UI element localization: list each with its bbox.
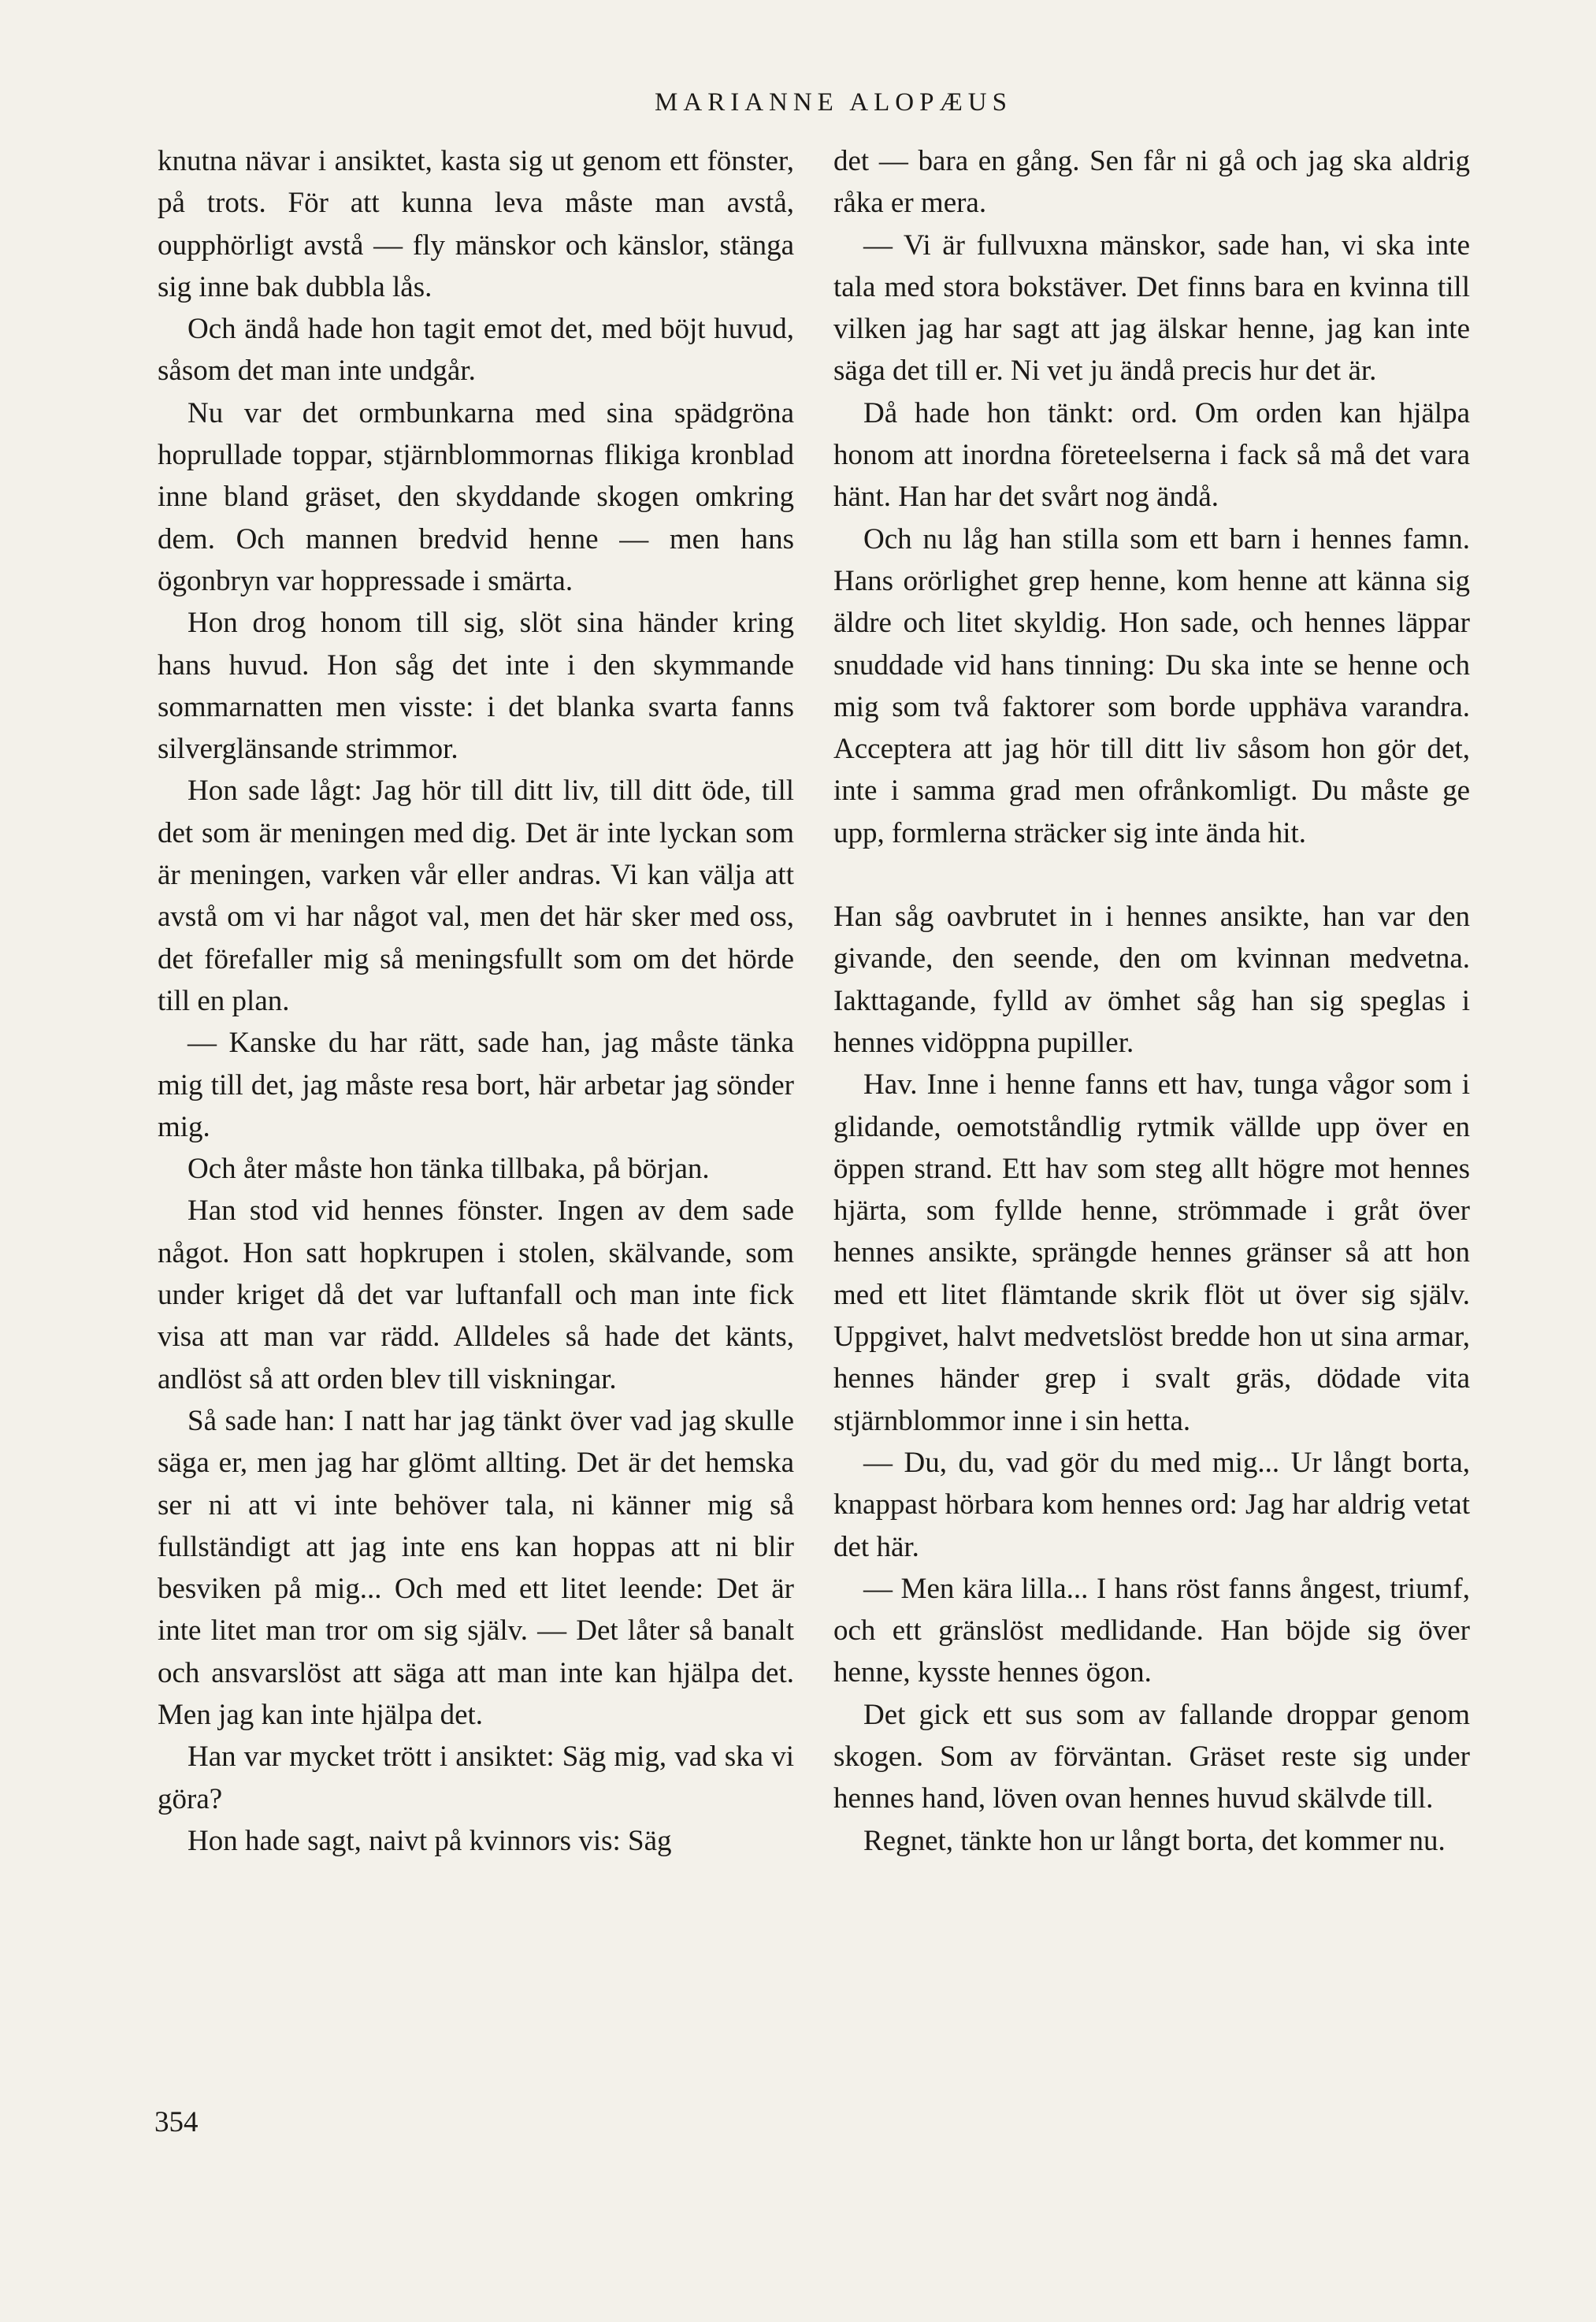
- paragraph: Det gick ett sus som av fallande droppar genom skogen. Som av förväntan. Gräset reste sig under hennes hand, löven ovan hennes huvud skälvde till.: [833, 1698, 1470, 1815]
- paragraph: Hav. Inne i henne fanns ett hav, tunga vågor som i glidande, oemotståndlig rytmik vällde upp över en öppen strand. Ett hav som steg allt högre mot hennes hjärta, som fyllde henne, strömmade i gråt över hennes ansikte, sprängde hennes gränser så att hon med ett litet flämtande skrik flöt ut över sig själv. Uppgivet, halvt medvetslöst bredde hon ut sina armar, hennes händer grep i svalt gräs, dödade vita stjärnblommor inne i sin hetta.: [833, 1068, 1470, 1437]
- paragraph: Han stod vid hennes fönster. Ingen av dem sade något. Hon satt hopkrupen i stolen, skälvande, som under kriget då det var luftanfall och man inte fick visa att man var rädd. Alldeles så hade det känts, andlöst så att orden blev till viskningar.: [158, 1194, 794, 1395]
- paragraph: Så sade han: I natt har jag tänkt över vad jag skulle säga er, men jag har glömt allting. Det är det hemska ser ni att vi inte behöver tala, ni känner mig så fullständigt att jag inte ens kan hoppas att ni blir besviken på mig... Och med ett litet leende: Det är inte litet man tror om sig själv. — Det låter så banalt och ansvarslöst att säga att man inte kan hjälpa det. Men jag kan inte hjälpa det.: [158, 1404, 794, 1731]
- paragraph: Nu var det ormbunkarna med sina spädgröna hoprullade toppar, stjärnblommornas flikiga kronblad inne bland gräset, den skyddande skogen omkring dem. Och mannen bredvid henne — men hans ögonbryn var hoppressade i smärta.: [158, 396, 794, 597]
- paragraph: Hon drog honom till sig, slöt sina händer kring hans huvud. Hon såg det inte i den skymmande sommarnatten men visste: i det blanka svarta fanns silverglänsande strimmor.: [158, 607, 794, 766]
- paragraph: — Du, du, vad gör du med mig... Ur långt borta, knappast hörbara kom hennes ord: Jag har aldrig vetat det här.: [833, 1446, 1470, 1563]
- paragraph: — Kanske du har rätt, sade han, jag måste tänka mig till det, jag måste resa bort, här arbetar jag sönder mig.: [158, 1027, 794, 1143]
- paragraph: — Vi är fullvuxna mänskor, sade han, vi ska inte tala med stora bokstäver. Det finns bara en kvinna till vilken jag har sagt att jag älskar henne, jag kan inte säga det till er. Ni vet ju ändå precis hur det är.: [833, 228, 1470, 388]
- paragraph: Och åter måste hon tänka tillbaka, på början.: [187, 1153, 710, 1186]
- running-title: MARIANNE ALOPÆUS: [655, 88, 1012, 117]
- paragraph: Och nu låg han stilla som ett barn i hennes famn. Hans orörlighet grep henne, kom henne att känna sig äldre och litet skyldig. Hon sade, och hennes läppar snuddade vid hans tinning: Du ska inte se henne och mig som två faktorer som borde upphäva varandra. Acceptera att jag hör till ditt liv såsom hon gör det, inte i samma grad men ofrånkomligt. Du måste ge upp, formlerna sträcker sig inte ända hit.: [833, 522, 1470, 849]
- paragraph: Regnet, tänkte hon ur långt borta, det kommer nu.: [863, 1824, 1446, 1857]
- paragraph: knutna nävar i ansiktet, kasta sig ut genom ett fönster, på trots. För att kunna leva måste man avstå, oupphörligt avstå — fly mänskor och känslor, stänga sig inne bak dubbla lås.: [158, 145, 794, 303]
- paragraph: Då hade hon tänkt: ord. Om orden kan hjälpa honom att inordna företeelserna i fack så må det vara hänt. Han har det svårt nog ändå.: [833, 396, 1470, 514]
- paragraph: Han såg oavbrutet in i hennes ansikte, han var den givande, den seende, den om kvinnan medvetna. Iakttagande, fylld av ömhet såg han sig speglas i hennes vidöppna pupiller.: [833, 901, 1470, 1059]
- paragraph: det — bara en gång. Sen får ni gå och jag ska aldrig råka er mera.: [833, 145, 1470, 220]
- right-column: [833, 140, 1470, 1862]
- paragraph: Och ändå hade hon tagit emot det, med böjt huvud, såsom det man inte undgår.: [158, 313, 794, 388]
- paragraph: Han var mycket trött i ansiktet: Säg mig, vad ska vi göra?: [158, 1741, 794, 1815]
- paragraph: — Men kära lilla... I hans röst fanns ångest, triumf, och ett gränslöst medlidande. Han böjde sig över henne, kysste hennes ögon.: [833, 1572, 1470, 1689]
- paragraph: Hon sade lågt: Jag hör till ditt liv, till ditt öde, till det som är meningen med dig. Det är inte lyckan som är meningen, varken vår eller andras. Vi kan välja att avstå om vi har något val, men det här sker med oss, det förefaller mig så meningsfullt som om det hörde till en plan.: [158, 775, 794, 1017]
- paragraph: Hon hade sagt, naivt på kvinnors vis: Säg: [187, 1824, 672, 1857]
- page-number: 354: [154, 2106, 199, 2138]
- left-column: [158, 140, 794, 1862]
